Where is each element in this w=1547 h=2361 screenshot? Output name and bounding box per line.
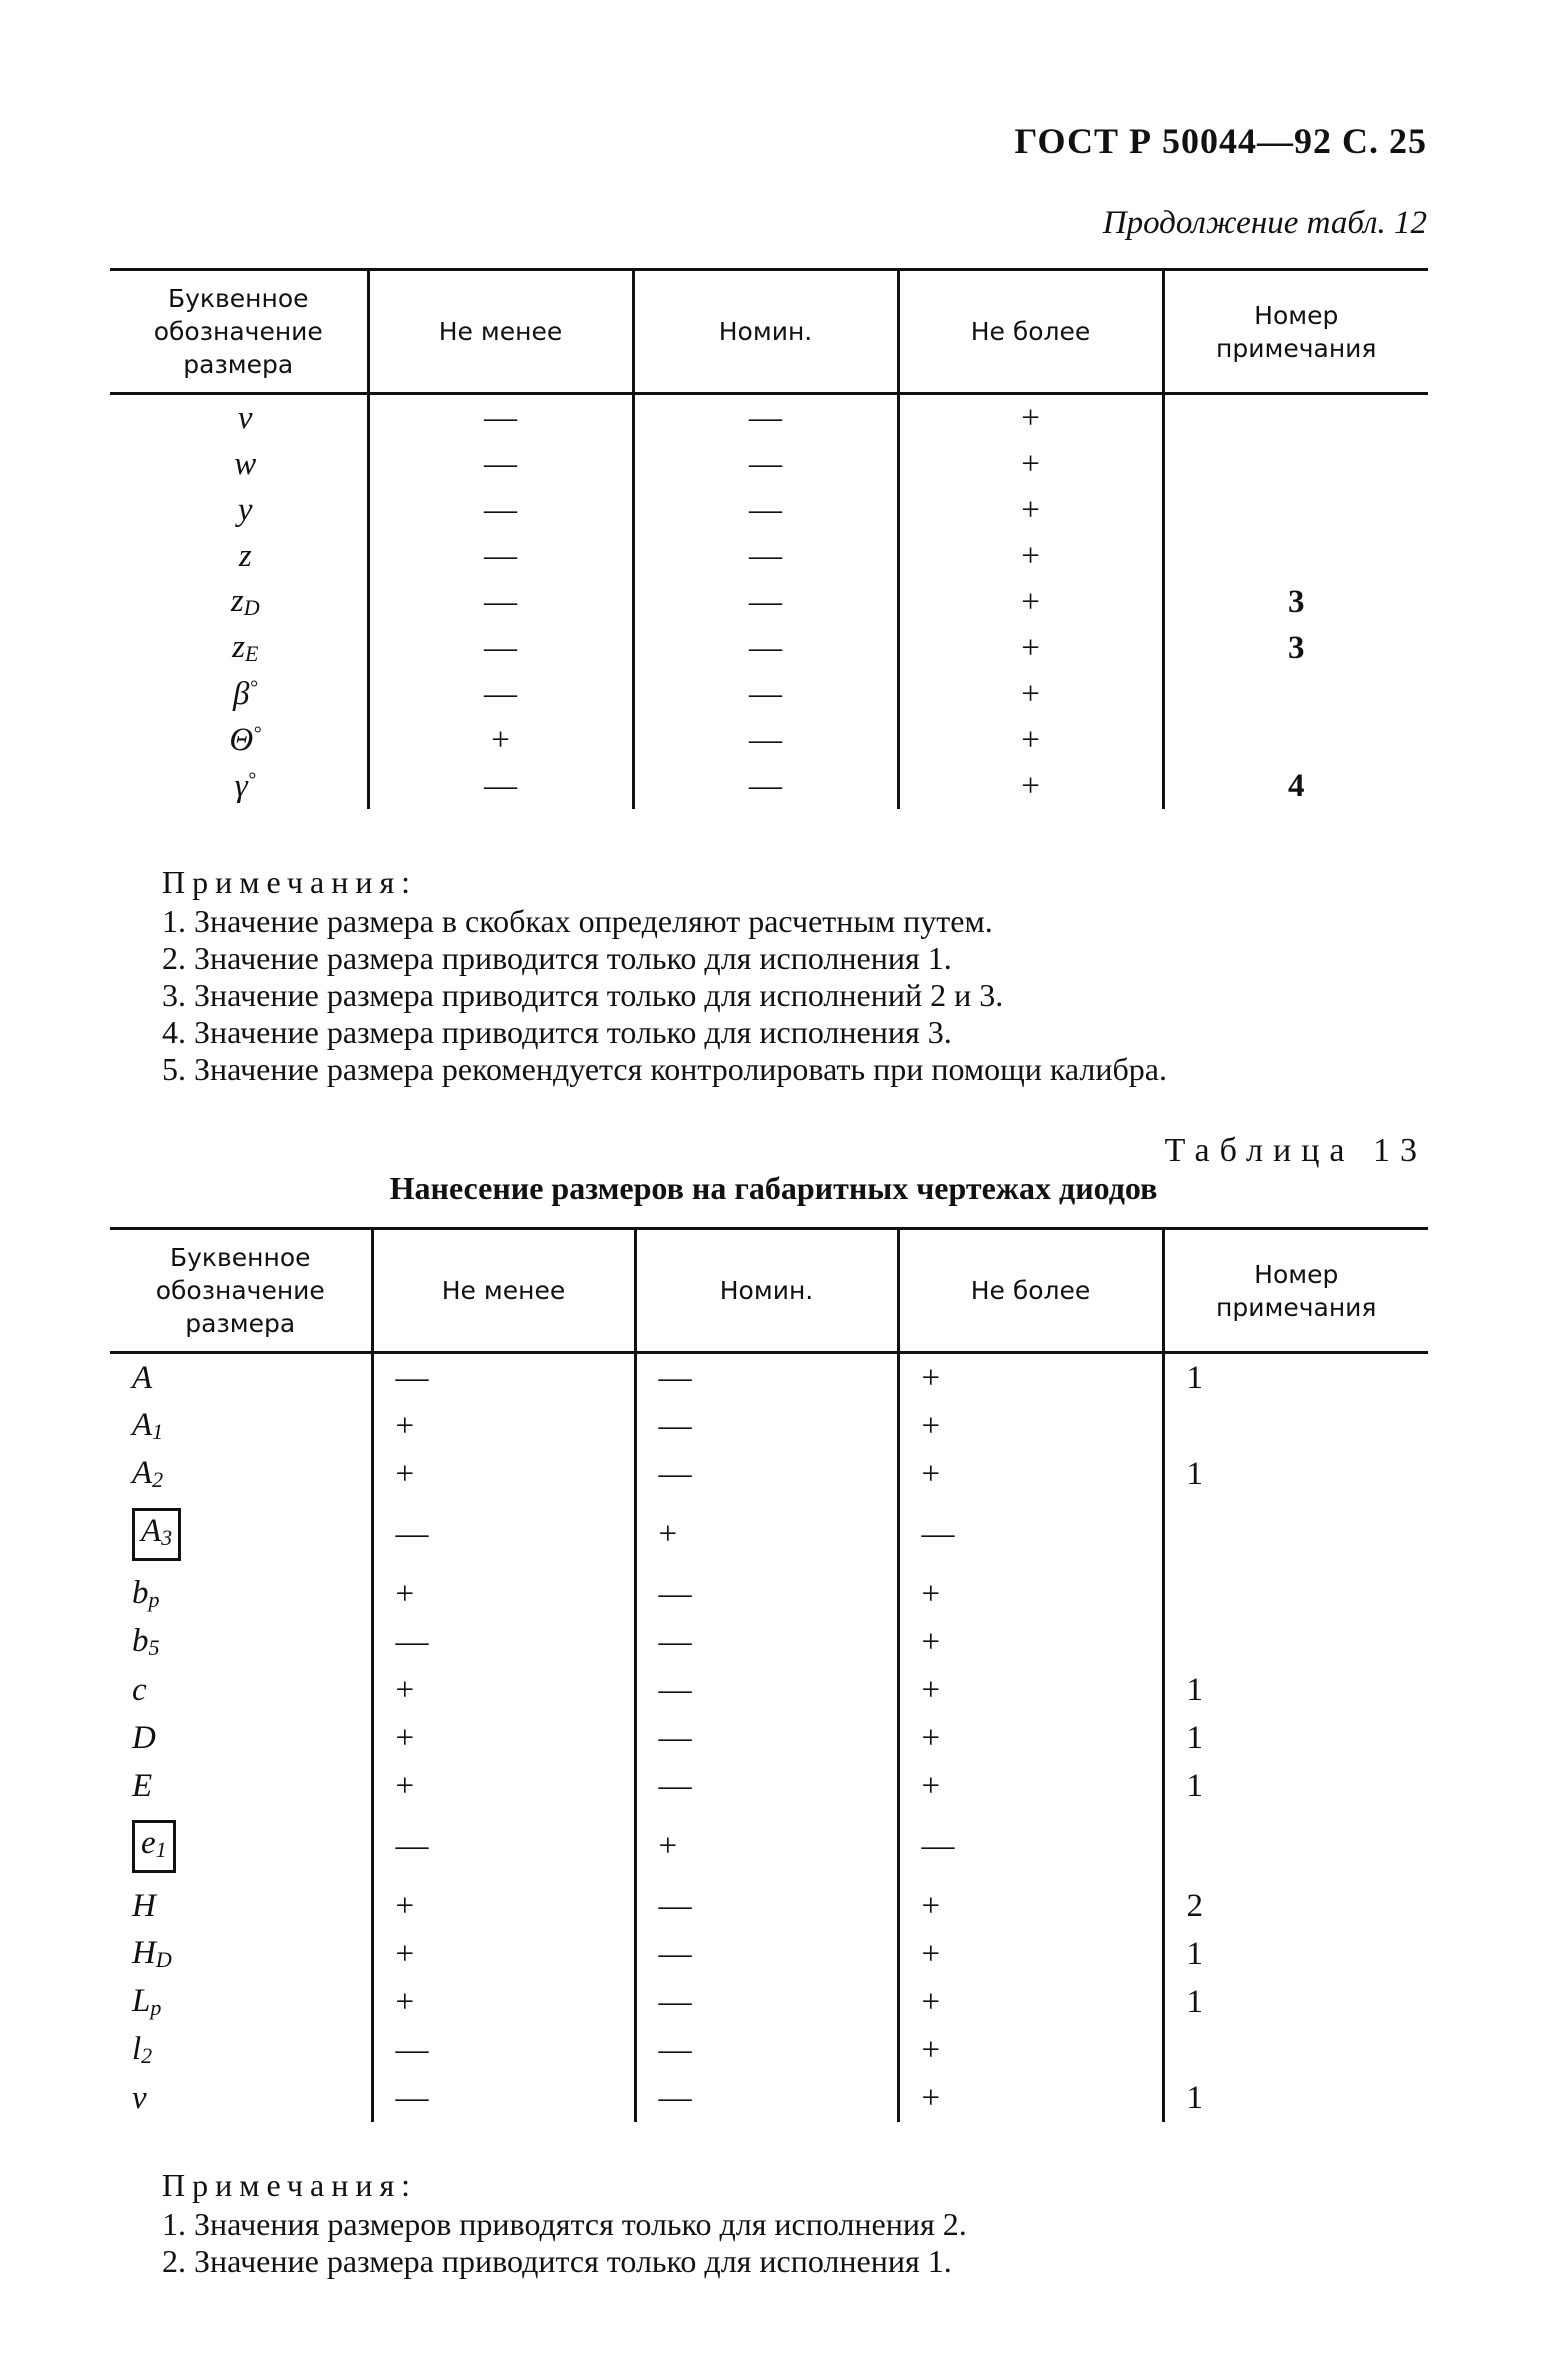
cell-nom: —: [633, 394, 898, 442]
cell-nom: —: [635, 2026, 898, 2074]
size-symbol-cell: [110, 1882, 372, 1930]
note-item: 2. Значение размера приводится только для исполнения 1.: [162, 940, 952, 976]
cell-nom: —: [635, 1978, 898, 2026]
size-symbol: Θ: [229, 721, 254, 758]
note-item: 4. Значение размера приводится только для исполнения 3.: [162, 1014, 952, 1050]
table-row: [110, 717, 1428, 763]
cell-note: 1: [1163, 1666, 1428, 1714]
cell-note: [1163, 1810, 1428, 1882]
cell-note: 1: [1163, 1353, 1428, 1403]
cell-min: —: [372, 1498, 635, 1570]
cell-note: 1: [1163, 1762, 1428, 1810]
table-row: [110, 1402, 1428, 1450]
cell-note: 1: [1163, 1450, 1428, 1498]
table-row: [110, 763, 1428, 809]
table-13-number: Таблица 13: [1164, 1132, 1427, 1169]
table-row: [110, 1762, 1428, 1810]
table-row: [110, 625, 1428, 671]
note-item: 3. Значение размера приводится только для исполнений 2 и 3.: [162, 977, 1004, 1013]
column-header-note: Номер примечания: [1163, 1229, 1428, 1353]
cell-nom: —: [635, 1353, 898, 1403]
cell-max: +: [898, 625, 1163, 671]
size-symbol: L: [132, 1983, 151, 2019]
cell-max: +: [898, 717, 1163, 763]
size-symbol-cell: [110, 394, 368, 442]
cell-nom: —: [635, 1930, 898, 1978]
cell-max: +: [898, 1978, 1163, 2026]
table-row: [110, 1810, 1428, 1882]
size-symbol: c: [132, 1671, 147, 1708]
size-symbol-cell: [110, 671, 368, 717]
size-symbol-degree: °: [247, 768, 256, 791]
table-row: [110, 394, 1428, 442]
cell-min: +: [372, 1978, 635, 2026]
cell-min: —: [368, 487, 633, 533]
size-symbol-degree: °: [253, 722, 262, 745]
cell-max: +: [898, 2074, 1163, 2122]
note-item: 1. Значение размера в скобках определяют расчетным путем.: [162, 903, 993, 939]
cell-max: +: [898, 1450, 1163, 1498]
cell-note: 1: [1163, 1978, 1428, 2026]
cell-min: +: [372, 1930, 635, 1978]
table-row: [110, 1570, 1428, 1618]
size-symbol: γ: [234, 767, 248, 804]
size-symbol: b: [132, 1623, 149, 1659]
cell-note: 1: [1163, 2074, 1428, 2122]
cell-nom: —: [635, 1882, 898, 1930]
cell-nom: —: [633, 441, 898, 487]
size-symbol-cell: [110, 1570, 372, 1618]
table-row: [110, 533, 1428, 579]
size-symbol: v: [132, 2079, 147, 2116]
table-row: [110, 441, 1428, 487]
cell-max: +: [898, 394, 1163, 442]
size-symbol: z: [238, 537, 252, 574]
column-header-nom: Номин.: [635, 1229, 898, 1353]
size-symbol-cell: [110, 1402, 372, 1450]
size-symbol: z: [232, 629, 245, 665]
table-12: [110, 268, 1428, 809]
cell-max: +: [898, 1570, 1163, 1618]
cell-nom: —: [635, 1570, 898, 1618]
size-symbol-subscript: 1: [152, 1419, 164, 1444]
size-symbol: H: [132, 1935, 156, 1971]
cell-max: —: [898, 1810, 1163, 1882]
size-symbol-cell: [110, 1498, 372, 1570]
column-header-symbol: Буквенное обозначение размера: [110, 1229, 372, 1353]
cell-note: 1: [1163, 1930, 1428, 1978]
size-symbol-cell: [110, 1978, 372, 2026]
size-symbol-cell: [110, 1450, 372, 1498]
cell-min: +: [372, 1666, 635, 1714]
table-continuation-label: Продолжение табл. 12: [1102, 205, 1427, 241]
size-symbol-cell: [110, 1666, 372, 1714]
boxed-symbol: [132, 1508, 181, 1561]
size-symbol-cell: [110, 1762, 372, 1810]
size-symbol-subscript: D: [243, 595, 260, 620]
size-symbol: H: [132, 1887, 156, 1924]
table-row: [110, 1930, 1428, 1978]
cell-note: [1163, 1618, 1428, 1666]
cell-min: —: [368, 625, 633, 671]
size-symbol-cell: [110, 717, 368, 763]
cell-note: [1163, 1402, 1428, 1450]
cell-note: 1: [1163, 1714, 1428, 1762]
size-symbol-subscript: E: [244, 641, 259, 666]
size-symbol-cell: [110, 1930, 372, 1978]
column-header-max: Не более: [898, 270, 1163, 394]
table-row: [110, 1498, 1428, 1570]
cell-nom: —: [635, 1450, 898, 1498]
cell-max: +: [898, 441, 1163, 487]
note-item: 2. Значение размера приводится только для исполнения 1.: [162, 2243, 952, 2279]
size-symbol-cell: [110, 625, 368, 671]
cell-note: [1163, 2026, 1428, 2074]
cell-min: —: [372, 1618, 635, 1666]
size-symbol-cell: [110, 533, 368, 579]
cell-max: +: [898, 1714, 1163, 1762]
cell-min: +: [368, 717, 633, 763]
size-symbol: A: [132, 1455, 153, 1491]
size-symbol-subscript: 1: [155, 1836, 167, 1862]
cell-max: +: [898, 1930, 1163, 1978]
size-symbol-cell: [110, 2074, 372, 2122]
note-item: 1. Значения размеров приводятся только для исполнения 2.: [162, 2206, 967, 2242]
cell-min: +: [372, 1762, 635, 1810]
cell-note: [1163, 671, 1428, 717]
cell-max: +: [898, 1666, 1163, 1714]
size-symbol: A: [141, 1512, 162, 1549]
size-symbol: v: [237, 399, 253, 436]
notes-label: Примечания:: [162, 864, 418, 900]
table-13-title: Нанесение размеров на габаритных чертежах диодов: [389, 1170, 1158, 1206]
cell-note: [1163, 1570, 1428, 1618]
cell-min: +: [372, 1714, 635, 1762]
cell-note: [1163, 717, 1428, 763]
size-symbol: w: [234, 445, 257, 482]
cell-note: [1163, 441, 1428, 487]
cell-nom: —: [633, 579, 898, 625]
cell-max: +: [898, 487, 1163, 533]
cell-note: [1163, 487, 1428, 533]
table-13-body: [110, 1353, 1428, 2123]
size-symbol: l: [132, 2031, 142, 2067]
cell-nom: —: [635, 2074, 898, 2122]
table-13: [110, 1227, 1428, 2122]
size-symbol-cell: [110, 1618, 372, 1666]
cell-max: +: [898, 1618, 1163, 1666]
table-row: [110, 1450, 1428, 1498]
cell-nom: —: [635, 1714, 898, 1762]
cell-note: 2: [1163, 1882, 1428, 1930]
table-12-body: [110, 394, 1428, 810]
cell-min: —: [372, 2074, 635, 2122]
size-symbol-degree: °: [249, 676, 258, 699]
cell-note: 3: [1163, 579, 1428, 625]
cell-max: —: [898, 1498, 1163, 1570]
cell-nom: —: [635, 1402, 898, 1450]
table-row: [110, 1714, 1428, 1762]
cell-max: +: [898, 1402, 1163, 1450]
size-symbol-subscript: 3: [161, 1524, 173, 1550]
column-header-min: Не менее: [372, 1229, 635, 1353]
notes-table-13: [162, 2167, 1432, 2280]
cell-max: +: [898, 671, 1163, 717]
size-symbol-cell: [110, 1714, 372, 1762]
cell-max: +: [898, 1353, 1163, 1403]
cell-min: —: [368, 671, 633, 717]
size-symbol-subscript: p: [150, 1995, 162, 2020]
cell-max: +: [898, 1762, 1163, 1810]
cell-min: +: [372, 1570, 635, 1618]
cell-nom: —: [635, 1762, 898, 1810]
column-header-note: Номер примечания: [1163, 270, 1428, 394]
cell-max: +: [898, 2026, 1163, 2074]
size-symbol-cell: [110, 579, 368, 625]
size-symbol-cell: [110, 763, 368, 809]
cell-nom: —: [633, 625, 898, 671]
size-symbol: E: [132, 1767, 153, 1804]
cell-min: —: [368, 763, 633, 809]
table-row: [110, 487, 1428, 533]
size-symbol-subscript: 2: [152, 1467, 164, 1492]
size-symbol-subscript: 2: [141, 2043, 153, 2068]
cell-nom: +: [635, 1810, 898, 1882]
boxed-symbol: [132, 1820, 176, 1873]
notes-table-12: [162, 864, 1432, 1088]
table-row: [110, 671, 1428, 717]
cell-note: [1163, 1498, 1428, 1570]
cell-min: —: [372, 1353, 635, 1403]
size-symbol: z: [230, 583, 244, 619]
cell-note: [1163, 394, 1428, 442]
table-row: [110, 2026, 1428, 2074]
size-symbol: y: [237, 491, 253, 528]
document-header: ГОСТ Р 50044—92 С. 25: [1014, 121, 1427, 161]
table-row: [110, 1666, 1428, 1714]
size-symbol-cell: [110, 487, 368, 533]
table-row: [110, 1978, 1428, 2026]
cell-nom: —: [633, 717, 898, 763]
size-symbol-subscript: D: [155, 1947, 172, 1972]
column-header-max: Не более: [898, 1229, 1163, 1353]
cell-nom: —: [633, 533, 898, 579]
cell-min: +: [372, 1882, 635, 1930]
size-symbol-cell: [110, 1353, 372, 1403]
column-header-symbol: Буквенное обозначение размера: [110, 270, 368, 394]
table-row: [110, 1618, 1428, 1666]
size-symbol-cell: [110, 441, 368, 487]
table-row: [110, 1882, 1428, 1930]
cell-max: +: [898, 1882, 1163, 1930]
cell-nom: —: [633, 487, 898, 533]
cell-min: —: [368, 579, 633, 625]
size-symbol: A: [132, 1359, 153, 1396]
cell-max: +: [898, 533, 1163, 579]
size-symbol: β: [233, 675, 250, 712]
cell-note: 4: [1163, 763, 1428, 809]
cell-note: [1163, 533, 1428, 579]
cell-nom: —: [633, 671, 898, 717]
cell-note: 3: [1163, 625, 1428, 671]
size-symbol-subscript: 5: [148, 1635, 160, 1660]
notes-label: Примечания:: [162, 2167, 418, 2203]
table-row: [110, 2074, 1428, 2122]
cell-min: —: [368, 441, 633, 487]
size-symbol: e: [141, 1824, 156, 1861]
cell-max: +: [898, 763, 1163, 809]
cell-min: —: [372, 1810, 635, 1882]
cell-min: —: [368, 533, 633, 579]
size-symbol: A: [132, 1407, 153, 1443]
cell-nom: —: [635, 1618, 898, 1666]
table-row: [110, 1353, 1428, 1403]
cell-max: +: [898, 579, 1163, 625]
table-row: [110, 579, 1428, 625]
size-symbol: b: [132, 1575, 149, 1611]
column-header-min: Не менее: [368, 270, 633, 394]
cell-min: +: [372, 1450, 635, 1498]
size-symbol-cell: [110, 2026, 372, 2074]
size-symbol: D: [132, 1719, 156, 1756]
size-symbol-subscript: p: [148, 1587, 160, 1612]
cell-nom: —: [635, 1666, 898, 1714]
size-symbol-cell: [110, 1810, 372, 1882]
note-item: 5. Значение размера рекомендуется контролировать при помощи калибра.: [162, 1051, 1167, 1087]
column-header-nom: Номин.: [633, 270, 898, 394]
cell-min: +: [372, 1402, 635, 1450]
cell-nom: —: [633, 763, 898, 809]
cell-min: —: [372, 2026, 635, 2074]
cell-nom: +: [635, 1498, 898, 1570]
cell-min: —: [368, 394, 633, 442]
